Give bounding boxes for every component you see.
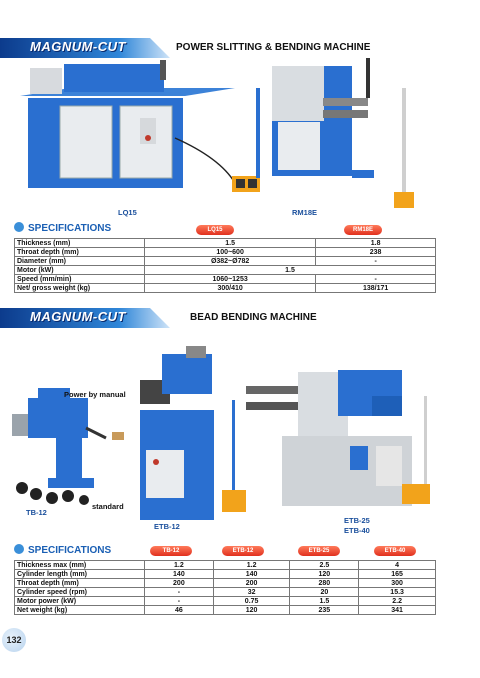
spec-table-1	[14, 238, 436, 293]
gear-icon	[14, 544, 24, 554]
caption-etb25: ETB-25	[344, 516, 370, 525]
brand-banner-1	[0, 36, 170, 60]
table-row: Thickness max (mm) 1.2 1.2 2.5 4	[15, 561, 436, 570]
table-row: Throat depth (mm) 200 200 280 300	[15, 579, 436, 588]
table-row: Cylinder length (mm) 140 140 120 165	[15, 570, 436, 579]
caption-etb12: ETB-12	[154, 522, 180, 531]
note-power-by-manual: Power by manual	[64, 390, 126, 399]
lq15-machine-image	[20, 58, 240, 198]
table-row: Cylinder speed (rpm) - 32 20 15.3	[15, 588, 436, 597]
etb12-machine-image	[132, 340, 252, 525]
brand-logo: MAGNUM-CUT	[30, 309, 126, 324]
table-row: Motor (kW) 1.5	[15, 266, 436, 275]
section-title-bead: BEAD BENDING MACHINE	[190, 312, 317, 323]
page-number: 132	[2, 628, 26, 652]
table-row: Diameter (mm) Ø382~Ø782 -	[15, 257, 436, 266]
specifications-heading-1: SPECIFICATIONS	[14, 222, 111, 234]
column-pill-rm18e: RM18E	[344, 225, 382, 235]
brand-logo: MAGNUM-CUT	[30, 39, 126, 54]
gear-icon	[14, 222, 24, 232]
column-pill-etb12: ETB-12	[222, 546, 264, 556]
note-standard: standard	[92, 502, 124, 511]
section-title-slitting: POWER SLITTING & BENDING MACHINE	[176, 42, 371, 53]
caption-tb12: TB-12	[26, 508, 47, 517]
spec-table-2	[14, 560, 436, 615]
table-row: Throat depth (mm) 100~600 238	[15, 248, 436, 257]
caption-lq15: LQ15	[118, 208, 137, 217]
table-row: Net/ gross weight (kg) 300/410 138/171	[15, 284, 436, 293]
caption-etb40: ETB-40	[344, 526, 370, 535]
column-pill-etb25: ETB-25	[298, 546, 340, 556]
specifications-heading-2: SPECIFICATIONS	[14, 544, 111, 556]
caption-rm18e: RM18E	[292, 208, 318, 217]
column-pill-lq15: LQ15	[196, 225, 234, 235]
column-pill-etb40: ETB-40	[374, 546, 416, 556]
table-row: Speed (mm/min) 1060~1253 -	[15, 275, 436, 284]
table-row: Motor power (kW) - 0.75 1.5 2.2	[15, 597, 436, 606]
brand-banner-2	[0, 306, 170, 330]
table-row: Thickness (mm) 1.5 1.8	[15, 239, 436, 248]
table-row: Net weight (kg) 46 120 235 341	[15, 606, 436, 615]
etb-large-machine-image	[242, 356, 442, 516]
rm18e-machine-image	[228, 58, 428, 218]
column-pill-tb12: TB-12	[150, 546, 192, 556]
